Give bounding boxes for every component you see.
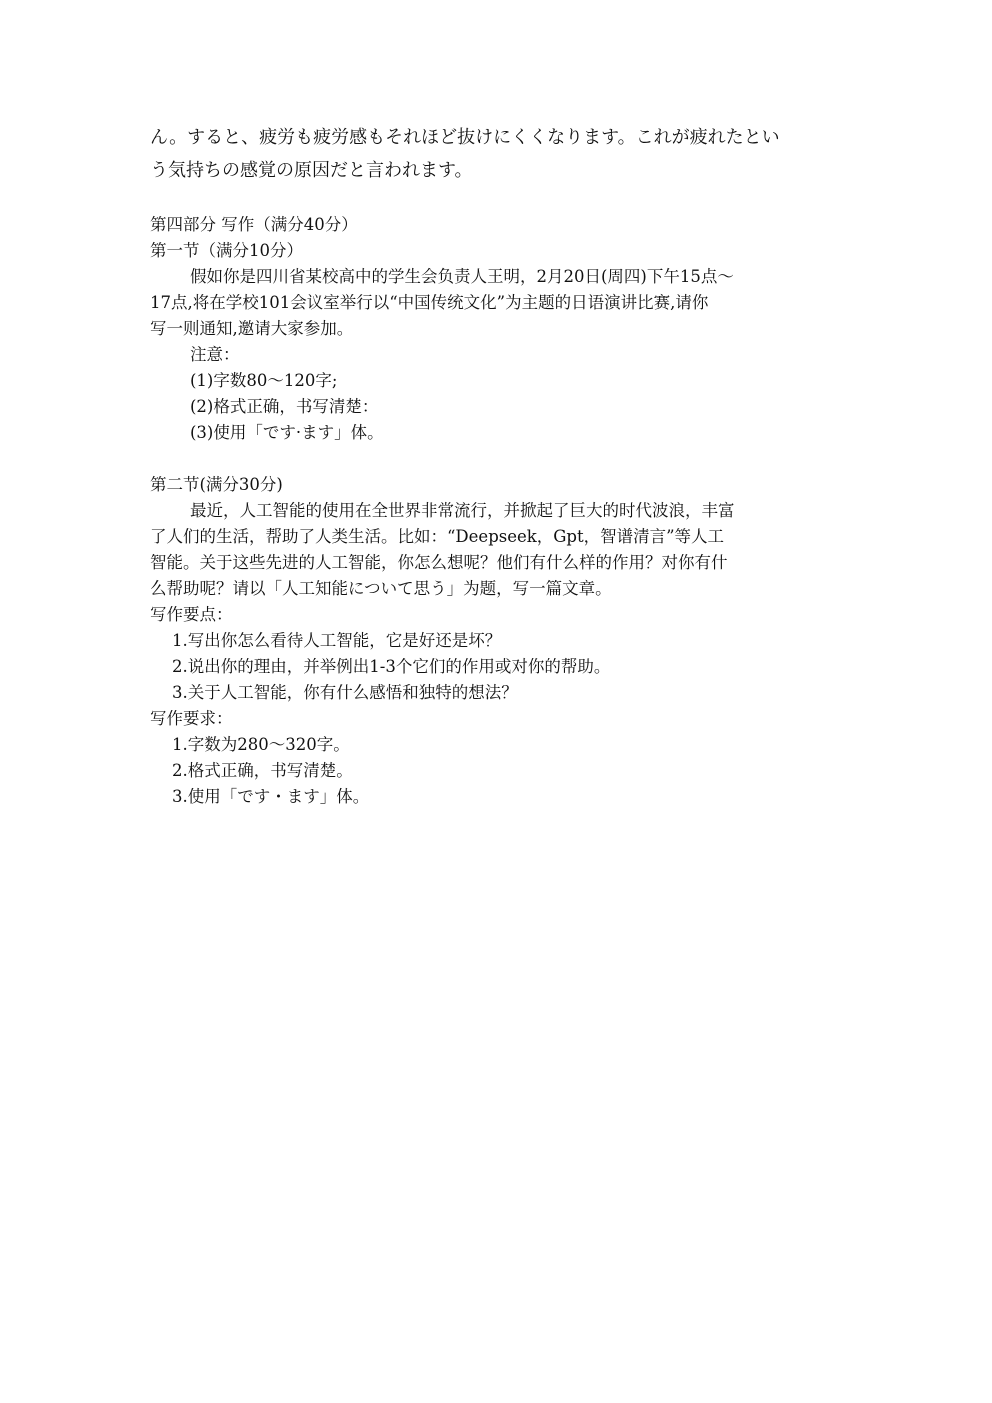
requirements-label: 写作要求：	[150, 709, 233, 728]
section2-heading: 第二节(满分30分)	[150, 475, 283, 494]
section2-prompt-line: 么帮助呢？请以「人工知能について思う」为题，写一篇文章。	[150, 579, 612, 598]
point-item: 1.写出你怎么看待人工智能，它是好还是坏？	[172, 631, 502, 650]
requirement-item: 2.格式正确，书写清楚。	[172, 761, 353, 780]
section2-prompt-line: 了人们的生活，帮助了人类生活。比如：“Deepseek，Gpt，智谱清言”等人工	[150, 527, 725, 546]
note-item: (1)字数80～120字;	[190, 371, 338, 390]
section1-prompt-line: 17点,将在学校101会议室举行以“中国传统文化”为主题的日语演讲比赛,请你	[150, 293, 709, 312]
point-item: 2.说出你的理由，并举例出1-3个它们的作用或对你的帮助。	[172, 657, 611, 676]
section2-prompt-line: 最近，人工智能的使用在全世界非常流行，并掀起了巨大的时代波浪，丰富	[190, 501, 735, 520]
passage-line: ん。すると、疲労も疲労感もそれほど抜けにくくなります。これが疲れたとい	[150, 127, 780, 148]
reading-passage-continuation	[150, 121, 850, 187]
section2-prompt-line: 智能。关于这些先进的人工智能，你怎么想呢？他们有什么样的作用？对你有什	[150, 553, 728, 572]
requirement-item: 1.字数为280～320字。	[172, 735, 350, 754]
section1-prompt-line: 写一则通知,邀请大家参加。	[150, 319, 354, 338]
notes-label: 注意：	[190, 345, 240, 364]
points-label: 写作要点：	[150, 605, 233, 624]
section1-prompt-line: 假如你是四川省某校高中的学生会负责人王明，2月20日(周四)下午15点～	[190, 267, 734, 286]
note-item: (2)格式正确，书写清楚：	[190, 397, 379, 416]
passage-line: う気持ちの感覚の原因だと言われます。	[150, 160, 473, 181]
point-item: 3.关于人工智能，你有什么感悟和独特的想法？	[172, 683, 518, 702]
section-spacer	[150, 446, 850, 472]
section1-heading: 第一节（满分10分）	[150, 241, 303, 260]
writing-section	[150, 212, 850, 810]
note-item: (3)使用「です·ます」体。	[190, 423, 384, 442]
requirement-item: 3.使用「です・ます」体。	[172, 787, 370, 806]
part-heading: 第四部分 写作（满分40分）	[150, 215, 358, 234]
